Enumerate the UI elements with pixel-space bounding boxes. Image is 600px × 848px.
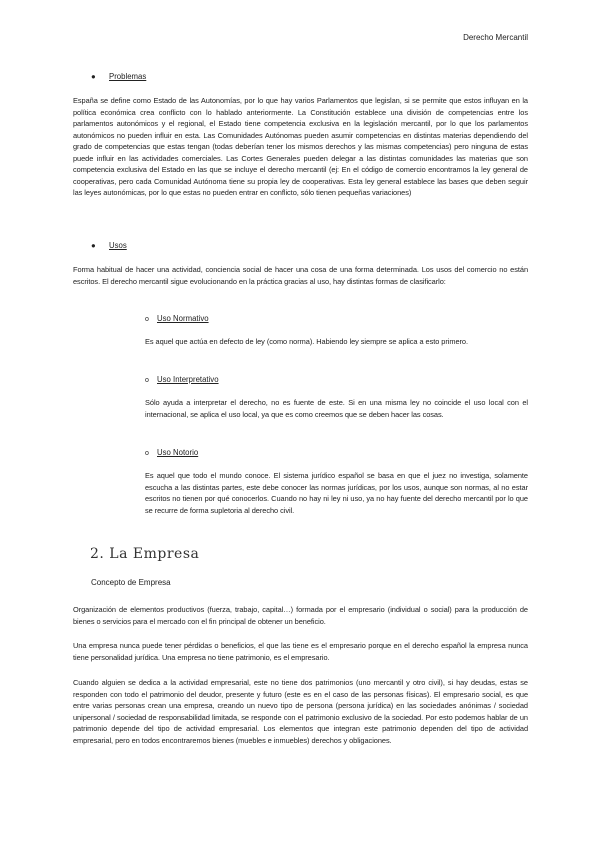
uso-normativo-label: Uso Normativo — [157, 314, 209, 323]
concepto-empresa-title: Concepto de Empresa — [91, 578, 171, 587]
uso-interpretativo-paragraph: Sólo ayuda a interpretar el derecho, no es fuente de este. Si en una misma ley no coincide el uso local con el internacional, se aplica el uso local, ya que es como creemos que se deben hacer las cosas. — [145, 398, 528, 419]
ring-bullet-icon: o — [145, 377, 149, 384]
page-header-title: Derecho Mercantil — [463, 33, 528, 42]
bullet-usos — [91, 240, 127, 251]
empresa-paragraph-2: Una empresa nunca puede tener pérdidas o beneficios, el que las tiene es el empresario porque en el derecho español la empresa nunca tiene personalidad jurídica. Una empresa no tiene patrimonio, es el empresario. — [73, 641, 528, 662]
usos-label: Usos — [109, 241, 127, 250]
empresa-paragraph-3: Cuando alguien se dedica a la actividad empresarial, este no tiene dos patrimonios (uno mercantil y otro civil), si hay deudas, estas se responden con todo el patrimonio del deudor, presente y futuro (este es en el caso de las personas físicas). El empresario social, es que entre varias personas crean una empresa, creando un nuevo tipo de persona (persona jurídica) en las sociedades anónimas / sociedad unipersonal / sociedad de responsabilidad limitada, se responde con el patrimonio exclusivo de la sociedad. Por esto podemos hablar de un patrimonio depende del tipo de actividad empresarial. Los elementos que integran este patrimonio dependen del tipo de actividad empresarial, pero en todos encontraremos bienes (muebles e inmuebles) derechos y obligaciones. — [73, 678, 528, 745]
section-heading-la-empresa: 2. La Empresa — [90, 546, 200, 562]
uso-normativo-paragraph: Es aquel que actúa en defecto de ley (como norma). Habiendo ley siempre se aplica a esto primero. — [145, 337, 468, 346]
uso-notorio-paragraph: Es aquel que todo el mundo conoce. El sistema jurídico español se basa en que el juez no investiga, solamente escucha a las distintas partes, este debe conocer las normas jurídicas, por los usos, aunque son normas, al no estar escritos no tienen por qué conocerlos. Cuando no hay ni ley ni uso, ya no hay fuente del derecho mercantil por lo que se recurre de forma supletoria al derecho civil. — [145, 471, 528, 515]
ring-bullet-icon: o — [145, 316, 149, 323]
empresa-paragraph-1: Organización de elementos productivos (fuerza, trabajo, capital…) formada por el empresario (individual o social) para la producción de bienes o servicios para el mercado con el fin principal de obtener un beneficio. — [73, 605, 528, 626]
uso-notorio-label: Uso Notorio — [157, 448, 199, 457]
bullet-dot-icon: ● — [91, 241, 96, 250]
usos-paragraph: Forma habitual de hacer una actividad, conciencia social de hacer una cosa de una forma determinada. Los usos del comercio no están escritos. El derecho mercantil sigue evolucionando en la práctica gracias al uso, hay distintas formas de clasificarlo: — [73, 265, 528, 286]
uso-interpretativo-label: Uso Interpretativo — [157, 375, 219, 384]
sub-uso-normativo — [145, 313, 209, 325]
problemas-paragraph: España se define como Estado de las Autonomías, por lo que hay varios Parlamentos que legislan, si se permite que estos influyan en la política económica crea conflicto con lo hablado anteriormente. La Constitución establece una división de competencias entre los parlamentos autonómicos y el regional, el Estado tiene competencia exclusiva en la legislación mercantil, por lo que los parlamentos autonómicos no pueden influir en esta. Las Comunidades Autónomas pueden asumir competencias en distintas materias dependiendo del grado de competencias que estas tengan (todas deberían tener los mismos derechos y las mismas competencias) pero ninguna de estas puede influir en las actividades comerciales. Las Cortes Generales pueden delegar a las distintas comunidades las materias que son competencia exclusiva del Estado en las que se incluye el derecho mercantil (ej: En el código de comercio encontramos la ley general de cooperativas, pero cada Comunidad Autónoma tiene su propia ley de cooperativas. Esta ley general establece las bases que deben seguir las leyes autonómicas, por lo que estas no pueden entrar en conflicto, sólo tienen pequeñas variaciones) — [73, 96, 528, 197]
sub-uso-notorio — [145, 447, 198, 459]
sub-uso-interpretativo — [145, 374, 219, 386]
bullet-problemas — [91, 71, 146, 82]
bullet-dot-icon: ● — [91, 72, 96, 81]
ring-bullet-icon: o — [145, 450, 149, 457]
problemas-label: Problemas — [109, 72, 147, 81]
